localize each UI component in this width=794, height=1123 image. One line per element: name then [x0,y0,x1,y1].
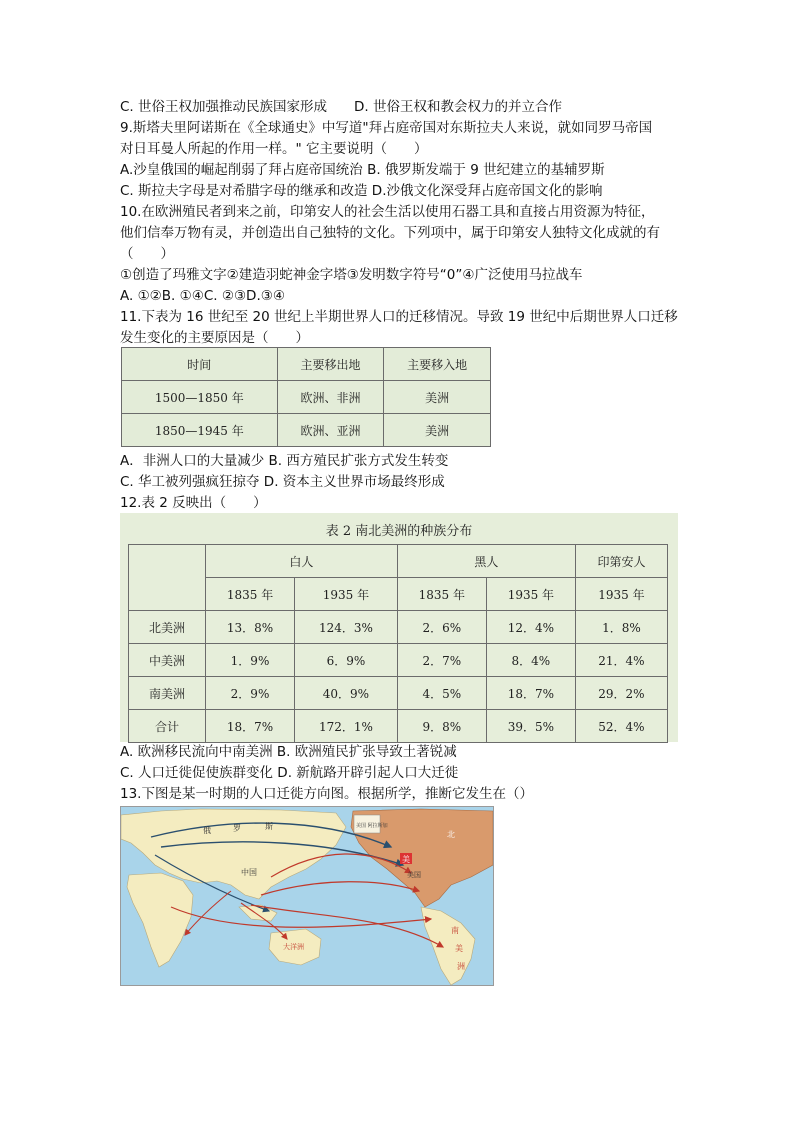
question-13-stem: 13.下图是某一时期的人口迁徙方向图。根据所学，推断它发生在（） [120,786,533,802]
table-cell: 美洲 [384,381,491,414]
table-cell: 欧洲、亚洲 [277,414,384,447]
map-label-china: 中国 [241,868,257,877]
table-cell: 29．2% [575,677,667,710]
table-cell: 40．9% [295,677,398,710]
map-label-continent: 洲 [457,962,465,971]
table-header-cell: 主要移出地 [277,348,384,381]
question-12-options-ab: A. 欧洲移民流向中南美洲 B. 欧洲殖民扩张导致土著锐减 [120,744,457,760]
table-cell: 4．5% [397,677,486,710]
table-cell: 52．4% [575,710,667,743]
table-group-header: 白人 [206,545,398,578]
table-row-label: 南美洲 [129,677,206,710]
migration-table [121,347,491,447]
question-10-items: ①创造了玛雅文字②建造羽蛇神金字塔③发明数字符号“0”④广泛使用马拉战车 [120,267,583,283]
table-row [129,710,668,743]
table-cell: 美洲 [384,414,491,447]
migration-arrow-africa-america [171,907,431,927]
table-group-header: 黑人 [397,545,575,578]
table-year-cell: 1835 年 [397,578,486,611]
table-row-label: 中美洲 [129,644,206,677]
table-header-row [122,348,491,381]
table-cell: 172．1% [295,710,398,743]
race-distribution-table [128,544,668,743]
table-row-label: 北美洲 [129,611,206,644]
table-cell: 6．9% [295,644,398,677]
question-12-options-cd: C. 人口迁徙促使族群变化 D. 新航路开辟引起人口大迁徙 [120,765,459,781]
table-header-cell: 时间 [122,348,278,381]
map-label-america: 美 [455,944,463,953]
map-label-north: 北 [447,830,455,839]
question-9-stem: 9.斯塔夫里阿诺斯在《全球通史》中写道"拜占庭帝国对东斯拉夫人来说，就如同罗马帝国 [120,120,653,136]
map-label-usa: 美国 [407,871,421,879]
table-header-cell: 主要移入地 [384,348,491,381]
table-cell: 2．9% [206,677,295,710]
question-11-options-cd: C. 华工被列强疯狂掠夺 D. 资本主义世界市场最终形成 [120,474,445,490]
map-label-russia-1: 俄 [203,826,211,835]
table-row [122,414,491,447]
question-11-options-ab: A．非洲人口的大量减少 B. 西方殖民扩张方式发生转变 [120,453,449,469]
question-11-stem-cont: 发生变化的主要原因是（ ） [120,330,309,346]
question-10-stem-cont: 他们信奉万物有灵，并创造出自己独特的文化。下列项中，属于印第安人独特文化成就的有 [120,225,660,241]
table-year-cell: 1835 年 [206,578,295,611]
map-label-south: 南 [451,926,459,935]
map-label-russia-2: 罗 [233,824,241,833]
migration-map-svg [121,807,493,985]
table-cell: 1．8% [575,611,667,644]
table-cell: 1．9% [206,644,295,677]
table-group-header: 印第安人 [575,545,667,578]
table-cell: 2．7% [397,644,486,677]
map-label-australia: 大洋洲 [283,943,304,951]
table-cell: 1500—1850 年 [122,381,278,414]
question-9-options-cd: C. 斯拉夫字母是对希腊字母的继承和改造 D.沙俄文化深受拜占庭帝国文化的影响 [120,183,603,199]
table-cell: 13．8% [206,611,295,644]
table-year-cell: 1935 年 [295,578,398,611]
map-label-alaska: 美国 阿拉斯加 [356,823,388,829]
table-row-label: 合计 [129,710,206,743]
table-cell: 欧洲、非洲 [277,381,384,414]
table-cell: 2．6% [397,611,486,644]
question-9-options-ab: A.沙皇俄国的崛起削弱了拜占庭帝国统治 B. 俄罗斯发端于 9 世纪建立的基辅罗斯 [120,162,605,178]
table-cell: 21．4% [575,644,667,677]
africa-landmass [127,873,193,967]
question-12-stem: 12.表 2 反映出（ ） [120,495,267,511]
table-cell: 18．7% [206,710,295,743]
migration-map [120,806,494,986]
table-row [122,381,491,414]
table-title: 表 2 南北美洲的种族分布 [325,524,473,539]
question-9-stem-cont: 对日耳曼人所起的作用一样。" 它主要说明（ ） [120,141,428,157]
table-year-cell: 1935 年 [486,578,575,611]
table-cell: 1850—1945 年 [122,414,278,447]
question-10-paren: （ ） [120,246,174,262]
line-option-cd-q8: C. 世俗王权加强推动民族国家形成 D. 世俗王权和教会权力的并立合作 [120,99,562,115]
table-cell: 8．4% [486,644,575,677]
table-year-cell: 1935 年 [575,578,667,611]
question-10-options: A. ①②B. ①④C. ②③D.③④ [120,288,285,304]
table-subheader-row [129,578,668,611]
question-10-stem: 10.在欧洲殖民者到来之前，印第安人的社会生活以使用石器工具和直接占用资源为特征， [120,204,655,220]
table-row [129,677,668,710]
race-distribution-table-block [120,513,678,742]
table-cell: 18．7% [486,677,575,710]
table-header-row [129,545,668,578]
map-label-russia-3: 斯 [265,822,273,831]
table-cell: 9．8% [397,710,486,743]
table-cell: 12．4% [486,611,575,644]
migration-arrow-asia-america [261,882,419,895]
table-row [129,644,668,677]
question-11-stem: 11.下表为 16 世纪至 20 世纪上半期世界人口的迁移情况。导致 19 世纪中后期世界人口迁移 [120,309,678,325]
table-cell: 39．5% [486,710,575,743]
map-label-usa-box-text: 美 [402,855,410,864]
table-row [129,611,668,644]
table-corner-cell [129,545,206,611]
table-cell: 124．3% [295,611,398,644]
